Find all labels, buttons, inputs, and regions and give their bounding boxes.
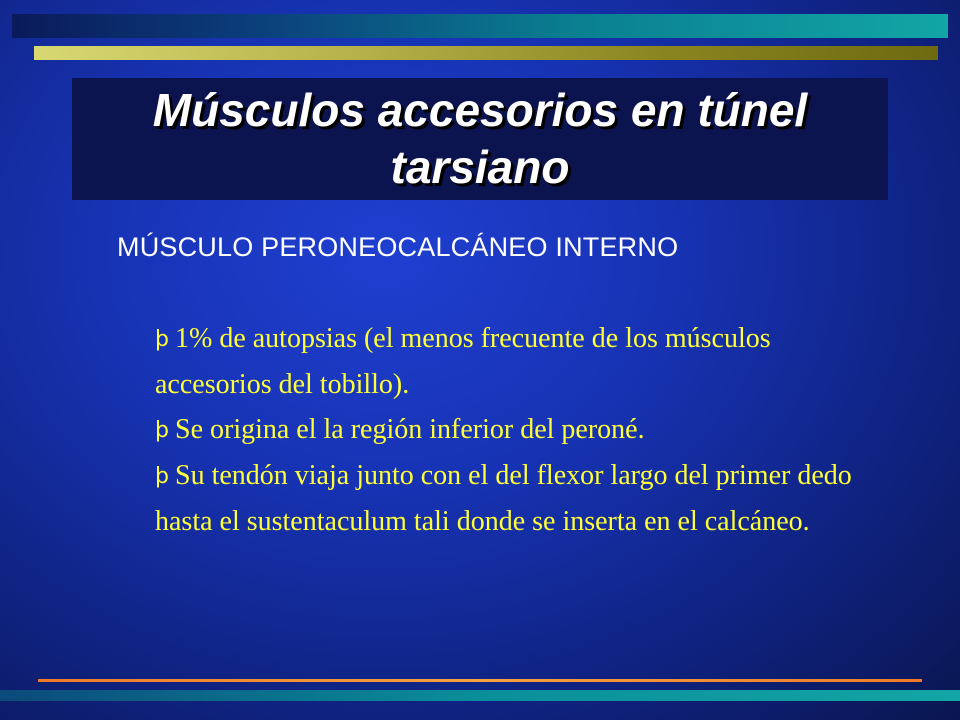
bullet-list — [155, 316, 855, 544]
checkbox-bullet-icon: þ — [155, 327, 169, 352]
slide-title: Músculos accesorios en túnel tarsiano — [152, 84, 808, 193]
bullet-text: Su tendón viaja junto con el del flexor largo del primer dedo hasta el sustentaculum tali donde se inserta en el calcáneo. — [155, 460, 852, 537]
bottom-orange-line — [38, 679, 922, 682]
bottom-teal-bar — [0, 690, 960, 701]
checkbox-bullet-icon: þ — [155, 418, 169, 443]
slide-subtitle: MÚSCULO PERONEOCALCÁNEO INTERNO — [117, 232, 679, 262]
top-teal-bar — [12, 14, 948, 38]
bullet-text: 1% de autopsias (el menos frecuente de los músculos accesorios del tobillo). — [155, 323, 771, 400]
bullet-text: Se origina el la región inferior del peroné. — [175, 414, 645, 445]
top-olive-bar — [34, 46, 938, 60]
bullet-item — [155, 453, 855, 544]
bullet-item — [155, 407, 855, 453]
title-box — [72, 78, 888, 200]
bullet-item — [155, 316, 855, 407]
checkbox-bullet-icon: þ — [155, 464, 169, 489]
